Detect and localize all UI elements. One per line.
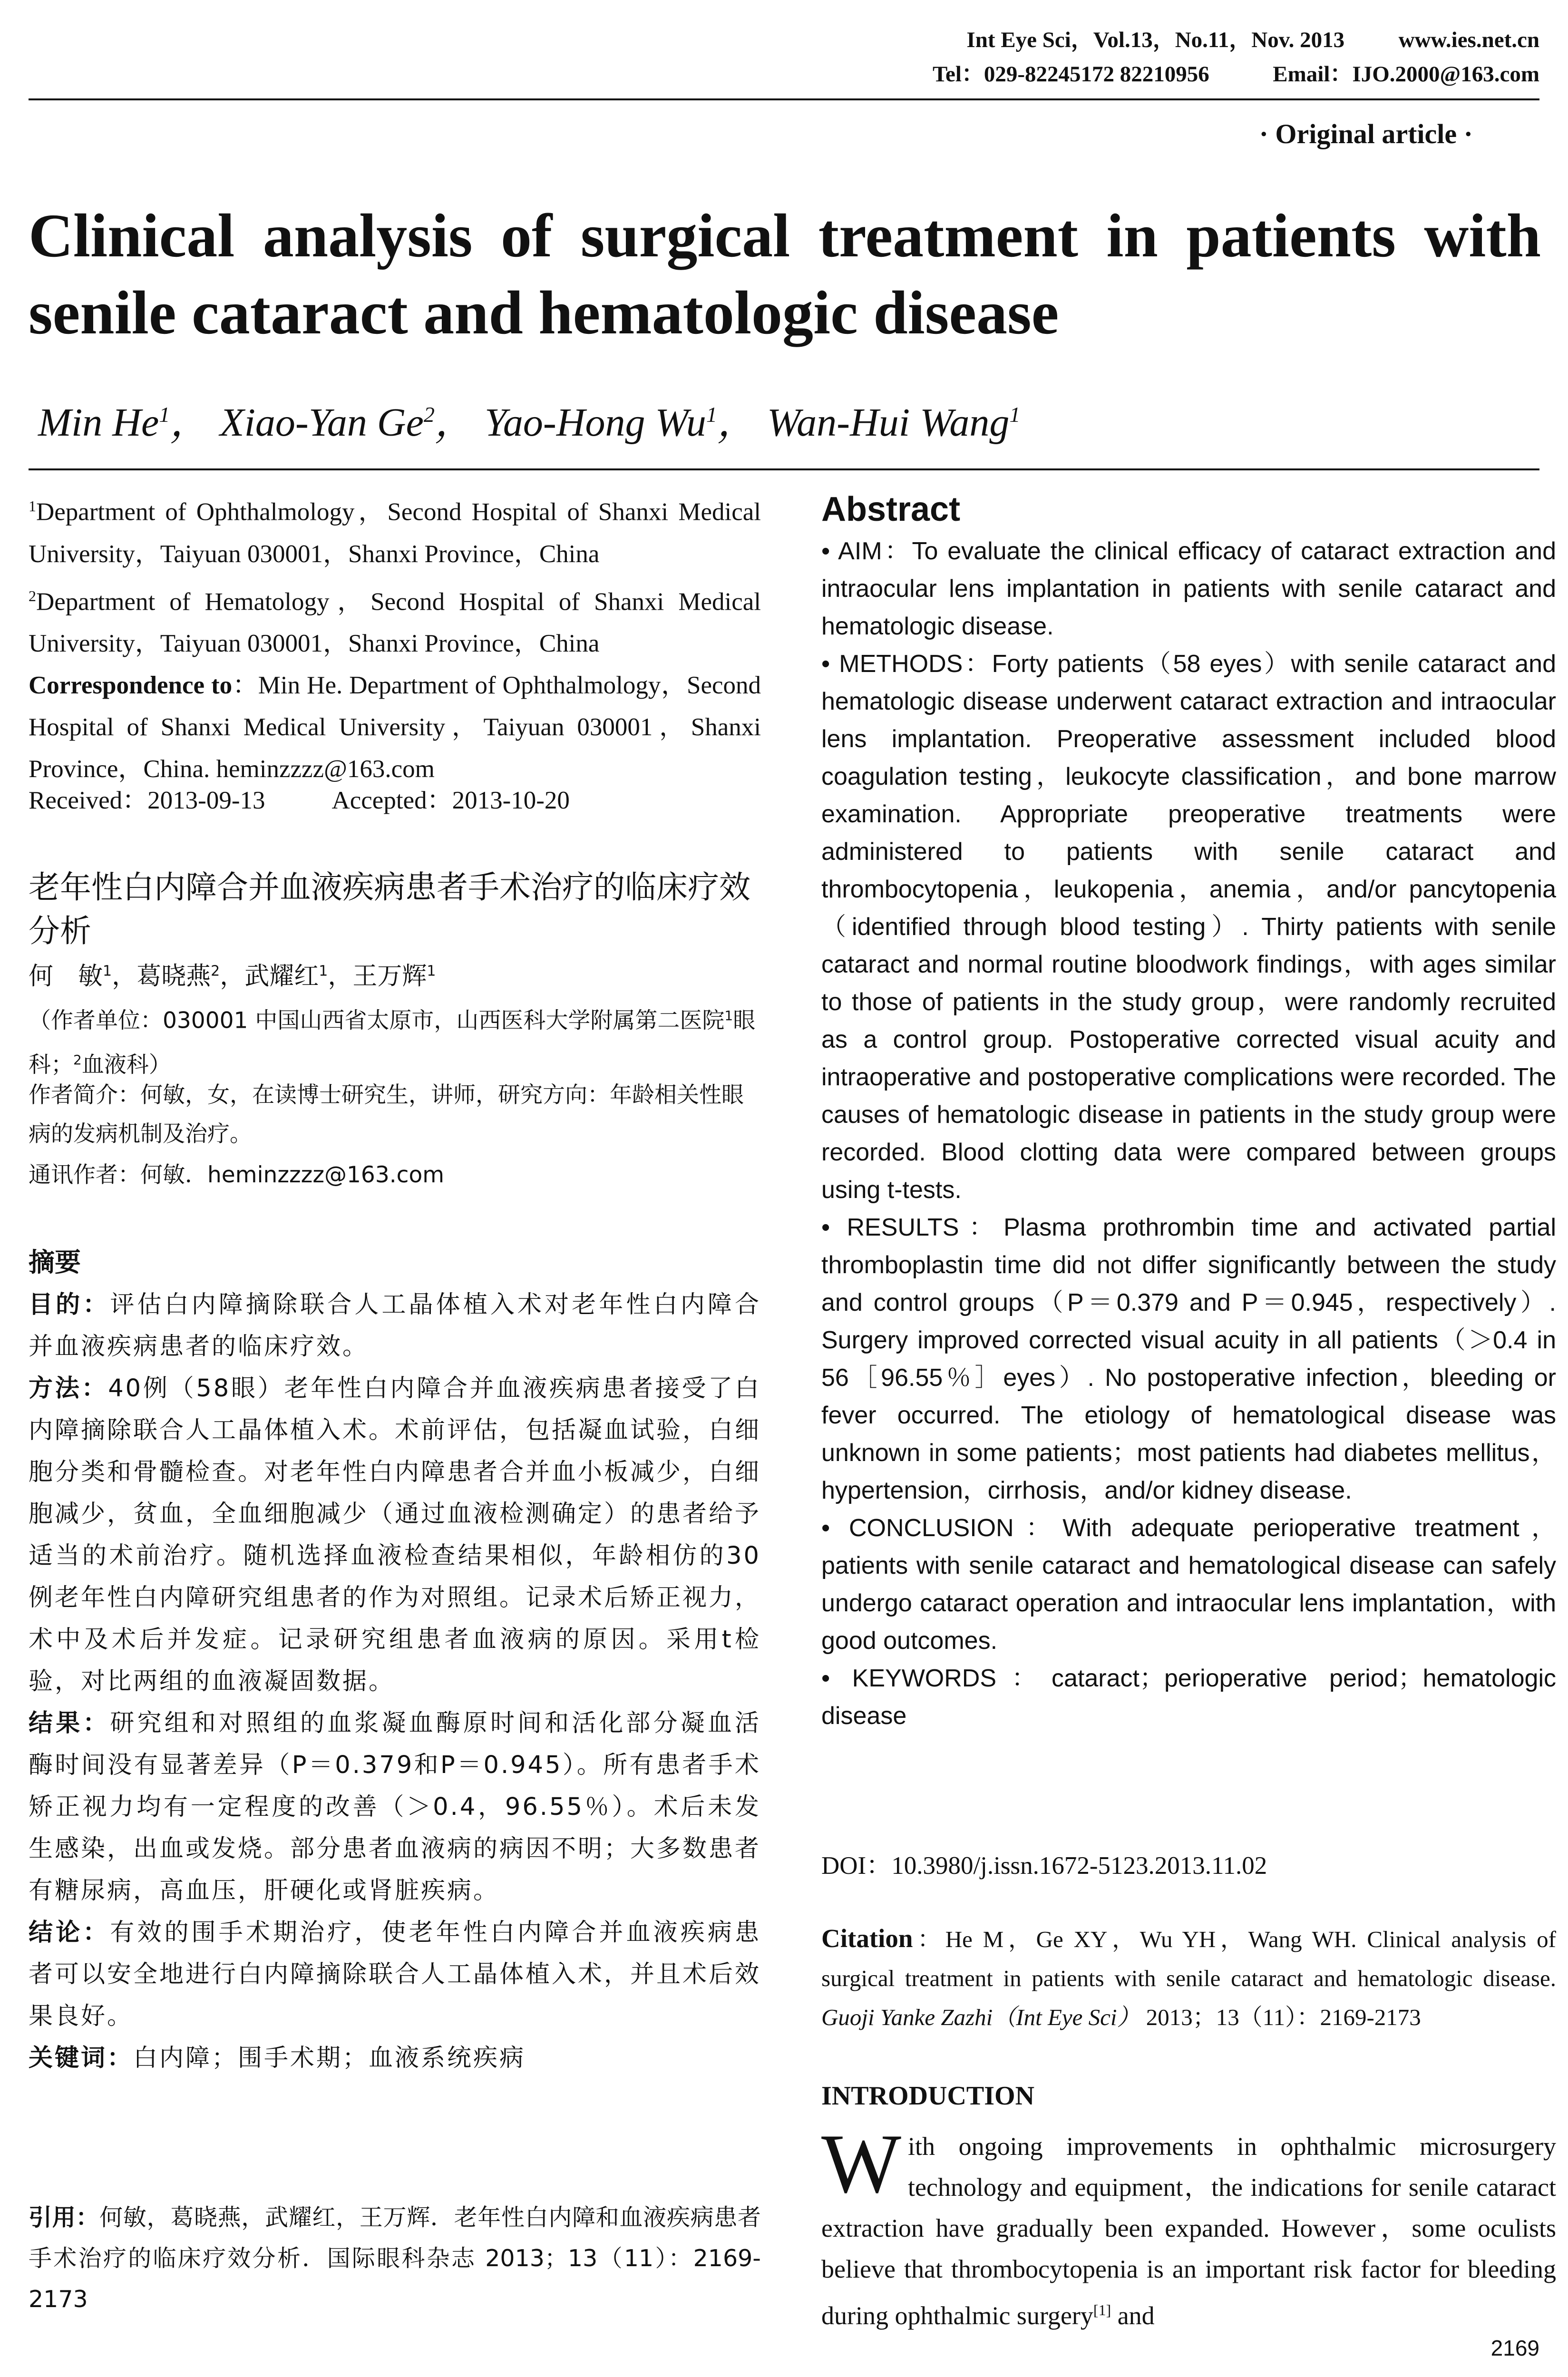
citation-label: Citation	[821, 1924, 913, 1953]
introduction-body: and	[1111, 2301, 1155, 2330]
drop-cap: W	[821, 2116, 902, 2211]
correspondence-label: Correspondence to	[29, 672, 233, 700]
author-name: Yao-Hong Wu	[484, 400, 706, 445]
section-text: To evaluate the clinical efficacy of cataract extraction and intraocular lens implantation in patients with senile cataract and hematologic disease.	[821, 537, 1557, 640]
section-text: Plasma prothrombin time and activated partial thromboplastin time did not differ significantly between the study and control groups（P＝0.379 and P＝0.945，respectively）. Surgery improved corrected visual acuity in all patients（＞0.4 in 56［96.55％］eyes）. No postoperative infection，bleeding or fever occurred. The etiology of hematological disease was unknown in some patients；most patients had diabetes mellitus，hypertension，cirrhosis，and/or kidney disease.	[821, 1214, 1556, 1504]
author-affiliation-mark: 2	[211, 963, 220, 980]
section-text: With adequate perioperative treatment，patients with senile cataract and hematological disease can safely undergo cataract operation and intraocular lens implantation，with good outcomes.	[821, 1514, 1556, 1655]
chinese-results	[29, 1703, 761, 1912]
section-label: • KEYWORDS：	[821, 1665, 1052, 1692]
introduction-body: ith ongoing improvements in ophthalmic microsurgery technology and equipment，the indications for senile cataract extraction have gradually been expanded. However，some oculists believe that thrombocytopenia is an important risk factor for bleeding during ophthalmic surgery	[821, 2132, 1556, 2330]
affiliation-1: Department of Ophthalmology，Second Hospital of Shanxi Medical University，Taiyuan 030001，Shanxi Province，China	[29, 498, 761, 568]
correspondence-text: ：Min He. Department of Ophthalmology，Second Hospital of Shanxi Medical University，Taiyuan 030001，Shanxi Province，China. heminzzzz@163.com	[29, 672, 761, 783]
chinese-correspondence: 通讯作者：何敏．heminzzzz@163.com	[29, 1162, 445, 1188]
citation-label: 引用：	[29, 2204, 100, 2231]
chinese-author: 王万辉	[352, 962, 427, 991]
running-header	[933, 23, 1539, 91]
journal-email: Email：IJO.2000@163.com	[1273, 62, 1539, 87]
section-label: 目的：	[29, 1291, 110, 1319]
author-affiliation-mark: 1	[159, 402, 170, 427]
citation	[821, 1919, 1556, 2037]
abstract-heading: Abstract	[821, 490, 961, 528]
received-date: Received：2013-09-13	[29, 787, 265, 814]
citation-text: 2013；13（11）：2169-2173	[1140, 2004, 1421, 2030]
accepted-date: Accepted：2013-10-20	[331, 787, 570, 814]
section-text: 白内障；围手术期；血液系统疾病	[133, 2044, 526, 2072]
section-label: 关键词：	[29, 2044, 134, 2072]
affiliation-mark: 1	[724, 1008, 733, 1023]
section-label: 方法：	[29, 1374, 108, 1403]
chinese-conclusion	[29, 1912, 761, 2037]
chinese-title: 老年性白内障合并血液疾病患者手术治疗的临床疗效分析	[29, 869, 750, 949]
affiliation-mark: 2	[29, 587, 36, 604]
section-text: cataract；perioperative period；hematologic disease	[821, 1665, 1556, 1730]
affiliations	[29, 485, 761, 790]
introduction-text	[821, 2116, 1556, 2336]
section-label: 结果：	[29, 1709, 110, 1737]
chinese-keywords	[29, 2037, 761, 2079]
running-header-line-1	[933, 23, 1539, 57]
article-type: · Original article ·	[1259, 118, 1473, 149]
section-label: 结论：	[29, 1919, 110, 1947]
affiliation-mark: 1	[29, 497, 36, 515]
chinese-abstract	[29, 1284, 761, 2079]
abstract-conclusion	[821, 1510, 1556, 1660]
author-affiliation-mark: 1	[427, 963, 436, 980]
section-label: • CONCLUSION：	[821, 1514, 1063, 1542]
author-affiliation-mark: 2	[423, 402, 435, 427]
author-name: Wan-Hui Wang	[767, 400, 1010, 445]
section-text: 40例（58眼）老年性白内障合并血液疾病患者接受了白内障摘除联合人工晶体植入术。术前评估，包括凝血试验，白细胞分类和骨髓检查。对老年性白内障患者合并血小板减少，白细胞减少，贫血，全血细胞减少（通过血液检测确定）的患者给予适当的术前治疗。随机选择血液检查结果相似，年龄相仿的30例老年性白内障研究组患者的作为对照组。记录术后矫正视力，术中及术后并发症。记录研究组患者血液病的原因。采用t检验，对比两组的血液凝固数据。	[29, 1374, 761, 1695]
header-rule	[29, 98, 1539, 100]
paper-title: Clinical analysis of surgical treatment in patients with senile cataract and hematologic disease	[29, 202, 1541, 347]
abstract-keywords	[821, 1660, 1556, 1735]
author-affiliation-mark: 1	[706, 402, 717, 427]
section-label: • AIM：	[821, 537, 912, 565]
journal-tel: Tel：029-82245172 82210956	[932, 62, 1209, 87]
author-affiliation-mark: 1	[1009, 402, 1021, 427]
affiliation-mark: 2	[73, 1052, 82, 1068]
section-text: 有效的围手术期治疗，使老年性白内障合并血液疾病患者可以安全地进行白内障摘除联合人工晶体植入术，并且术后效果良好。	[29, 1919, 761, 2030]
chinese-author-list: 何 敏$^1$，葛晓燕$^2$，武耀红$^1$，王万辉$^1$	[29, 962, 436, 991]
abstract-results	[821, 1209, 1556, 1510]
page-number: 2169	[1490, 2336, 1539, 2360]
chinese-methods	[29, 1368, 761, 1703]
author-name: Xiao-Yan Ge	[220, 400, 424, 445]
chinese-affiliation	[29, 996, 761, 1084]
section-label: • METHODS：	[821, 650, 992, 678]
chinese-citation	[29, 2197, 761, 2320]
citation-journal: Guoji Yanke Zazhi（Int Eye Sci）	[821, 2004, 1140, 2030]
chinese-aim	[29, 1284, 761, 1368]
chinese-author: 何 敏	[29, 962, 103, 991]
doi: DOI：10.3980/j.issn.1672-5123.2013.11.02	[821, 1852, 1267, 1880]
journal-website: www.ies.net.cn	[1398, 28, 1539, 52]
introduction-heading: INTRODUCTION	[821, 2081, 1035, 2111]
section-text: Forty patients（58 eyes）with senile cataract and hematologic disease underwent cataract extraction and intraocular lens implantation. Preoperative assessment included blood coagulation testing，leukocyte classification，and bone marrow examination. Appropriate preoperative treatments were administered to patients with senile cataract and thrombocytopenia，leukopenia，anemia，and/or pancytopenia（identified through blood testing）. Thirty patients with senile cataract and normal routine bloodwork findings，with ages similar to those of patients in the study group，were randomly recruited as a control group. Postoperative corrected visual acuity and intraoperative and postoperative complications were recorded. The causes of hematologic disease in patients in the study group were recorded. Blood clotting data were compared between groups using t-tests.	[821, 650, 1557, 1204]
section-text: 研究组和对照组的血浆凝血酶原时间和活化部分凝血活酶时间没有显著差异（P＝0.379和P＝0.945）。所有患者手术矫正视力均有一定程度的改善（＞0.4，96.55％）。术后未发生感染，出血或发烧。部分患者血液病的病因不明；大多数患者有糖尿病，高血压，肝硬化或肾脏疾病。	[29, 1709, 761, 1905]
chinese-affiliation-text: 血液科）	[81, 1052, 171, 1078]
chinese-author: 葛晓燕	[136, 962, 211, 991]
chinese-affiliation-text: （作者单位：030001 中国山西省太原市，山西医科大学附属第二医院	[29, 1007, 725, 1034]
affiliation-2: Department of Hematology，Second Hospital of Shanxi Medical University，Taiyuan 030001，Shanxi Province，China	[29, 588, 761, 658]
author-list: Min He$^1$， Xiao-Yan Ge$^2$， Yao-Hong Wu$^1$， Wan-Hui Wang$^1$	[38, 400, 1021, 445]
citation-text: 何敏，葛晓燕，武耀红，王万辉．老年性白内障和血液疾病患者手术治疗的临床疗效分析．国际眼科杂志 2013；13（11）：2169-2173	[29, 2204, 761, 2313]
chinese-author-bio: 作者简介：何敏，女，在读博士研究生，讲师，研究方向：年龄相关性眼病的发病机制及治疗。	[29, 1082, 744, 1147]
section-text: 评估白内障摘除联合人工晶体植入术对老年性白内障合并血液疾病患者的临床疗效。	[29, 1291, 761, 1361]
chinese-abstract-heading: 摘要	[29, 1247, 81, 1277]
abstract-methods	[821, 645, 1556, 1209]
authors-rule	[29, 468, 1539, 470]
chinese-affiliation-text: 眼科；	[29, 1007, 756, 1078]
dates	[29, 780, 761, 816]
running-header-line-2	[933, 57, 1539, 91]
journal-info: Int Eye Sci，Vol.13，No.11，Nov. 2013	[966, 28, 1345, 52]
section-label: • RESULTS：	[821, 1214, 1004, 1241]
author-name: Min He	[38, 400, 159, 445]
chinese-author: 武耀红	[244, 962, 319, 991]
citation-text: ：He M，Ge XY，Wu YH，Wang WH. Clinical analysis of surgical treatment in patients with senile cataract and hematologic disease.	[821, 1926, 1556, 1991]
abstract-aim	[821, 533, 1556, 645]
author-affiliation-mark: 1	[319, 963, 328, 980]
author-affiliation-mark: 1	[103, 963, 112, 980]
reference-mark[interactable]: [1]	[1093, 2301, 1111, 2319]
english-abstract	[821, 533, 1556, 1735]
